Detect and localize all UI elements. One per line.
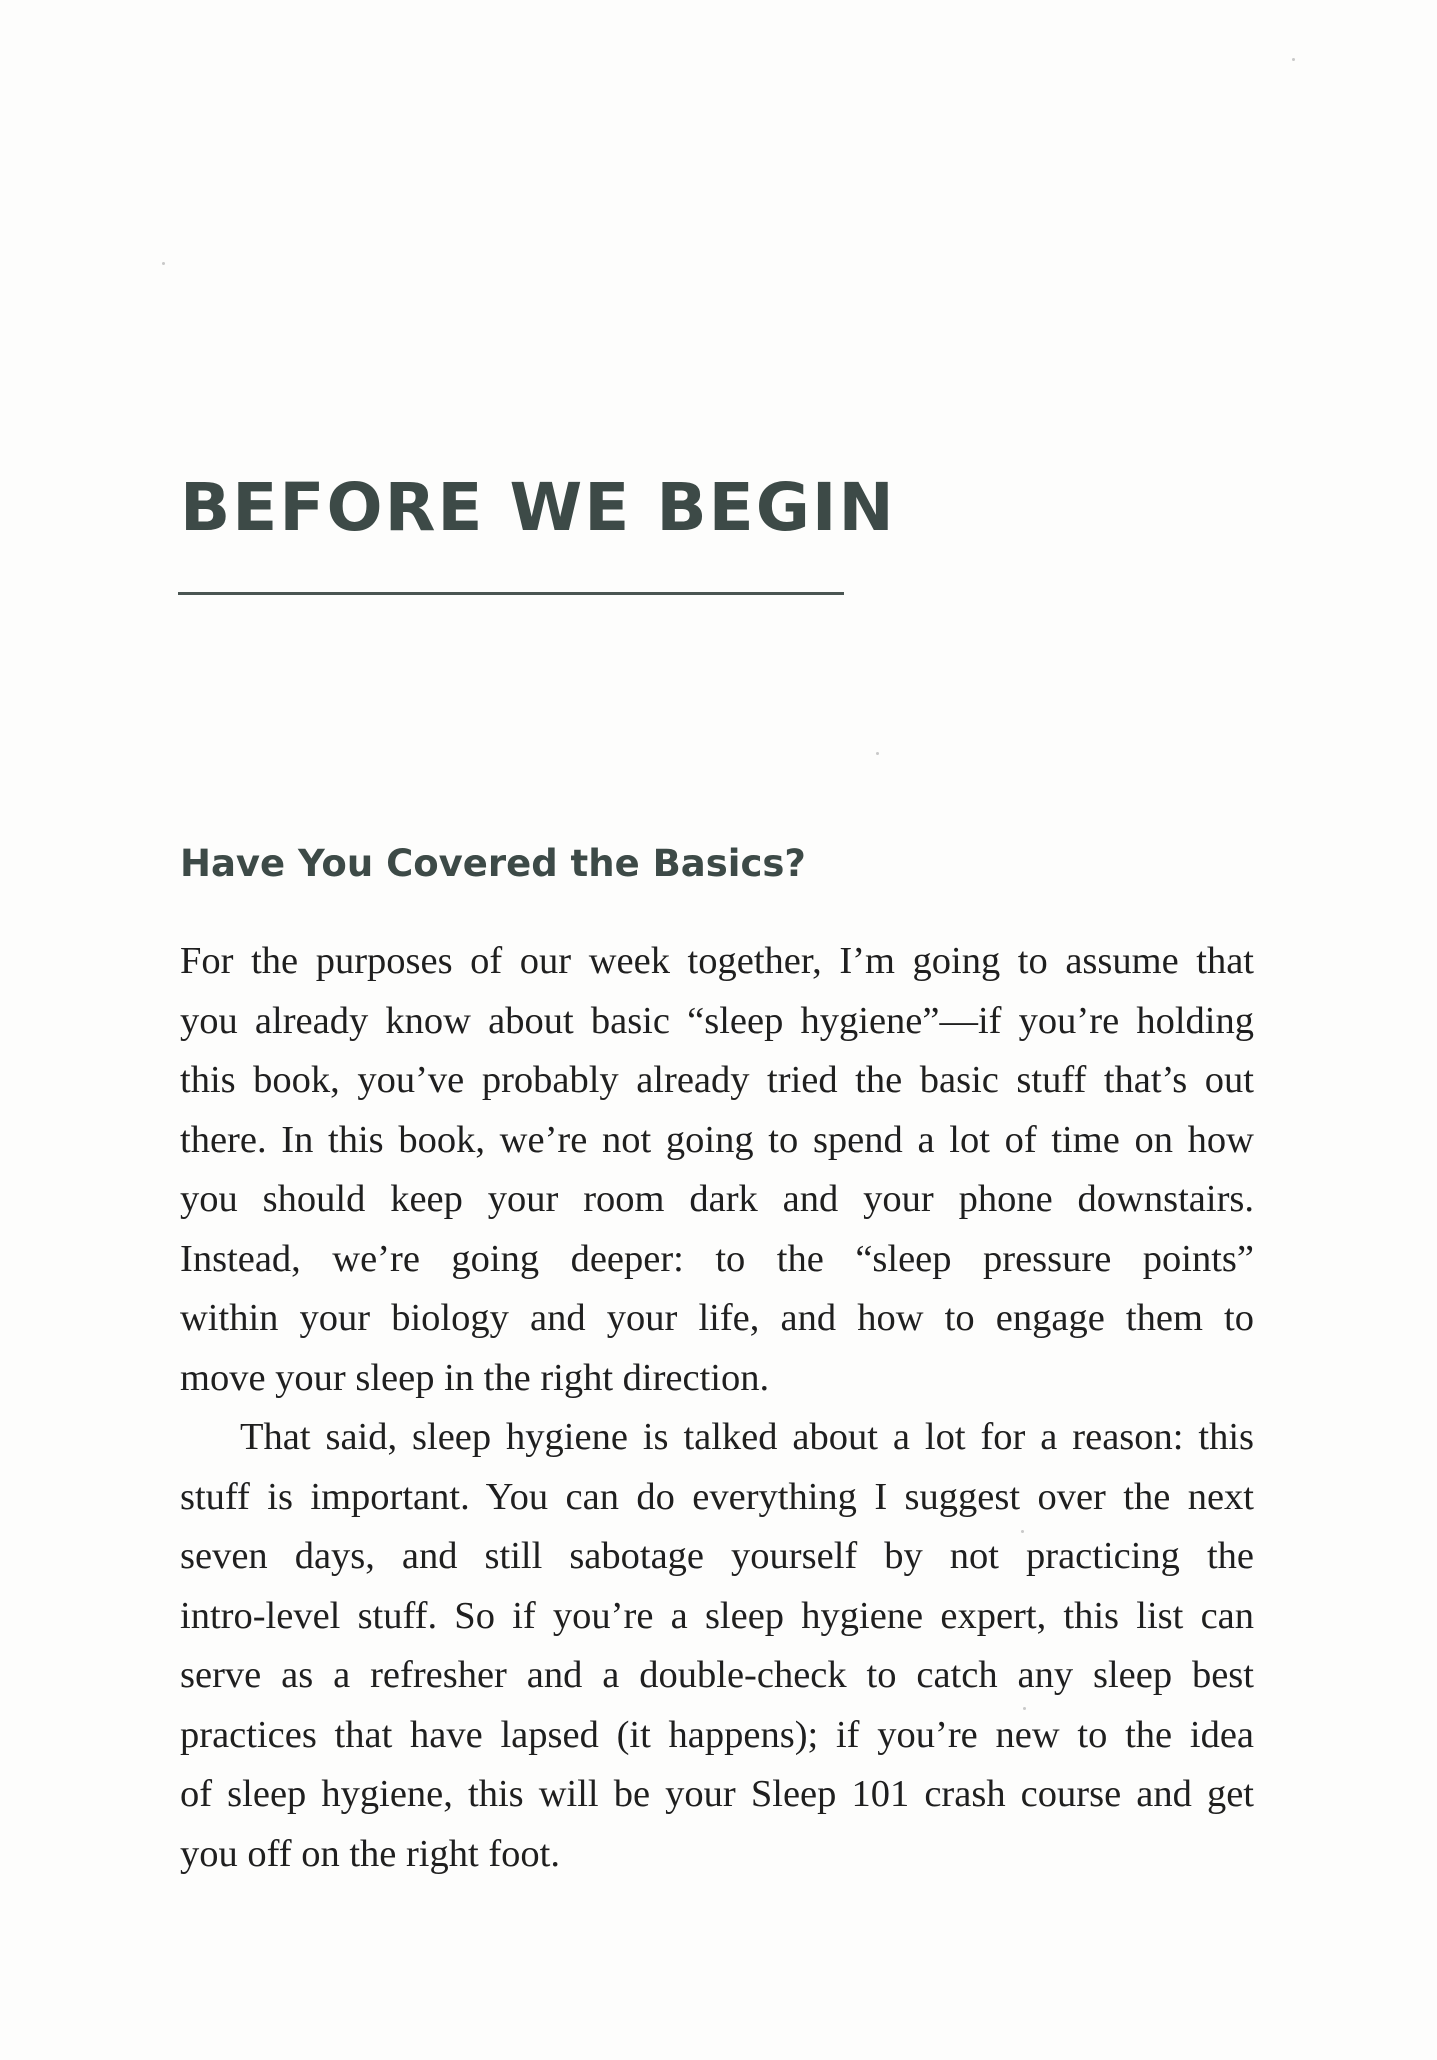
title-underline-rule <box>178 592 844 595</box>
section-heading: Have You Covered the Basics? <box>180 842 806 885</box>
text-line: you already know about basic “sleep hygiene”—if you’re holding <box>180 999 1254 1042</box>
text-line: practices that have lapsed (it happens); if you’re new to the idea <box>180 1713 1254 1756</box>
text-line: this book, you’ve probably already tried the basic stuff that’s out <box>180 1059 1254 1101</box>
text-line: you should keep your room dark and your phone downstairs. <box>180 1178 1254 1220</box>
text-line: That said, sleep hygiene is talked about a lot for a reason: this <box>240 1416 1254 1458</box>
text-line: seven days, and still sabotage yourself by not practicing the <box>180 1535 1254 1577</box>
paragraph-1 <box>180 932 1254 1408</box>
scan-speck <box>1292 58 1295 61</box>
text-line: move your sleep in the right direction. <box>180 1356 770 1399</box>
text-line: there. In this book, we’re not going to spend a lot of time on how <box>180 1118 1254 1161</box>
text-line: serve as a refresher and a double-check to catch any sleep best <box>180 1654 1254 1696</box>
body-text <box>180 932 1254 1884</box>
scan-speck <box>162 262 165 265</box>
scan-speck <box>1023 1707 1026 1710</box>
chapter-title: BEFORE WE BEGIN <box>180 469 896 546</box>
text-line: you off on the right foot. <box>180 1832 560 1875</box>
text-line: stuff is important. You can do everything I suggest over the next <box>180 1475 1254 1518</box>
text-line: of sleep hygiene, this will be your Sleep 101 crash course and get <box>180 1773 1254 1815</box>
text-line: intro-level stuff. So if you’re a sleep hygiene expert, this list can <box>180 1594 1254 1637</box>
text-line: For the purposes of our week together, I’m going to assume that <box>180 940 1254 982</box>
scan-speck <box>1021 1530 1024 1533</box>
text-line: Instead, we’re going deeper: to the “sleep pressure points” <box>180 1237 1254 1280</box>
paragraph-2 <box>180 1408 1254 1884</box>
scan-speck <box>876 752 879 755</box>
text-line: within your biology and your life, and how to engage them to <box>180 1297 1254 1339</box>
